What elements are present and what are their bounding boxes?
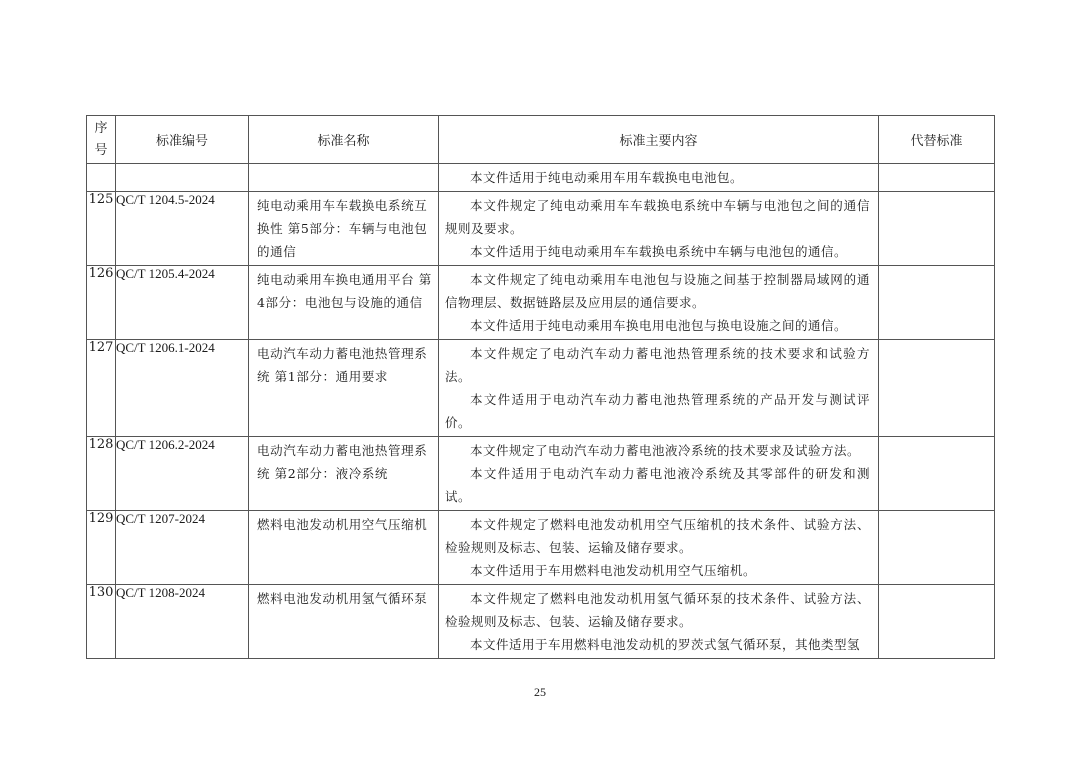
cell-code: QC/T 1204.5-2024 — [116, 192, 249, 266]
content-paragraph: 本文件适用于车用燃料电池发动机的罗茨式氢气循环泵，其他类型氢 — [470, 637, 861, 652]
header-seq-label: 序号 — [94, 120, 108, 158]
content-paragraph: 本文件规定了电动汽车动力蓄电池热管理系统的技术要求和试验方法。 — [445, 346, 870, 384]
cell-content — [439, 437, 879, 511]
header-seq — [87, 116, 116, 164]
standard-name-text: 纯电动乘用车换电通用平台 第4部分：电池包与设施的通信 — [257, 272, 432, 310]
cell-seq — [87, 164, 116, 192]
table-row — [87, 266, 995, 340]
header-code: 标准编号 — [116, 116, 249, 164]
cell-name — [249, 585, 439, 659]
cell-content — [439, 340, 879, 437]
standard-name-text: 电动汽车动力蓄电池热管理系统 第2部分：液冷系统 — [257, 443, 428, 481]
content-paragraph: 本文件适用于车用燃料电池发动机用空气压缩机。 — [470, 563, 757, 578]
cell-content — [439, 585, 879, 659]
cell-content — [439, 266, 879, 340]
cell-name — [249, 192, 439, 266]
table-row — [87, 511, 995, 585]
header-name: 标准名称 — [249, 116, 439, 164]
table-row — [87, 585, 995, 659]
standard-name-text: 纯电动乘用车车载换电系统互换性 第5部分：车辆与电池包的通信 — [257, 198, 428, 259]
content-paragraph: 本文件规定了燃料电池发动机用氢气循环泵的技术条件、试验方法、检验规则及标志、包装、运输及储存要求。 — [445, 591, 870, 629]
cell-seq: 125 — [87, 192, 116, 266]
cell-code: QC/T 1206.1-2024 — [116, 340, 249, 437]
standards-table — [86, 115, 995, 659]
header-replaces: 代替标准 — [879, 116, 995, 164]
content-paragraph: 本文件适用于电动汽车动力蓄电池热管理系统的产品开发与测试评价。 — [445, 392, 870, 430]
cell-seq: 128 — [87, 437, 116, 511]
cell-name — [249, 164, 439, 192]
table-header-row — [87, 116, 995, 164]
cell-name — [249, 340, 439, 437]
cell-name — [249, 266, 439, 340]
table-row — [87, 340, 995, 437]
cell-code — [116, 164, 249, 192]
cell-seq: 127 — [87, 340, 116, 437]
content-paragraph: 本文件规定了燃料电池发动机用空气压缩机的技术条件、试验方法、检验规则及标志、包装、运输及储存要求。 — [445, 517, 870, 555]
content-paragraph: 本文件规定了电动汽车动力蓄电池液冷系统的技术要求及试验方法。 — [470, 443, 861, 458]
content-paragraph: 本文件适用于电动汽车动力蓄电池液冷系统及其零部件的研发和测试。 — [445, 466, 870, 504]
cell-code: QC/T 1205.4-2024 — [116, 266, 249, 340]
cell-content — [439, 192, 879, 266]
cell-name — [249, 437, 439, 511]
table-row — [87, 437, 995, 511]
cell-replaces — [879, 511, 995, 585]
content-paragraph: 本文件适用于纯电动乘用车用车载换电电池包。 — [470, 170, 744, 185]
page-number: 25 — [534, 685, 546, 699]
standard-name-text: 燃料电池发动机用空气压缩机 — [257, 517, 428, 532]
cell-seq: 129 — [87, 511, 116, 585]
content-paragraph: 本文件规定了纯电动乘用车电池包与设施之间基于控制器局域网的通信物理层、数据链路层及应用层的通信要求。 — [445, 272, 870, 310]
cell-code: QC/T 1206.2-2024 — [116, 437, 249, 511]
cell-content — [439, 511, 879, 585]
cell-replaces — [879, 192, 995, 266]
content-paragraph: 本文件适用于纯电动乘用车车载换电系统中车辆与电池包的通信。 — [470, 244, 848, 259]
cell-replaces — [879, 437, 995, 511]
cell-name — [249, 511, 439, 585]
cell-code: QC/T 1208-2024 — [116, 585, 249, 659]
header-content: 标准主要内容 — [439, 116, 879, 164]
standard-name-text: 电动汽车动力蓄电池热管理系统 第1部分：通用要求 — [257, 346, 428, 384]
content-paragraph: 本文件规定了纯电动乘用车车载换电系统中车辆与电池包之间的通信规则及要求。 — [445, 198, 870, 236]
cell-replaces — [879, 340, 995, 437]
cell-seq: 126 — [87, 266, 116, 340]
cell-seq: 130 — [87, 585, 116, 659]
content-paragraph: 本文件适用于纯电动乘用车换电用电池包与换电设施之间的通信。 — [470, 318, 848, 333]
cell-code: QC/T 1207-2024 — [116, 511, 249, 585]
table-row — [87, 192, 995, 266]
cell-replaces — [879, 266, 995, 340]
standard-name-text: 燃料电池发动机用氢气循环泵 — [257, 591, 428, 606]
cell-replaces — [879, 585, 995, 659]
cell-content — [439, 164, 879, 192]
cell-replaces — [879, 164, 995, 192]
table-row-continuation — [87, 164, 995, 192]
